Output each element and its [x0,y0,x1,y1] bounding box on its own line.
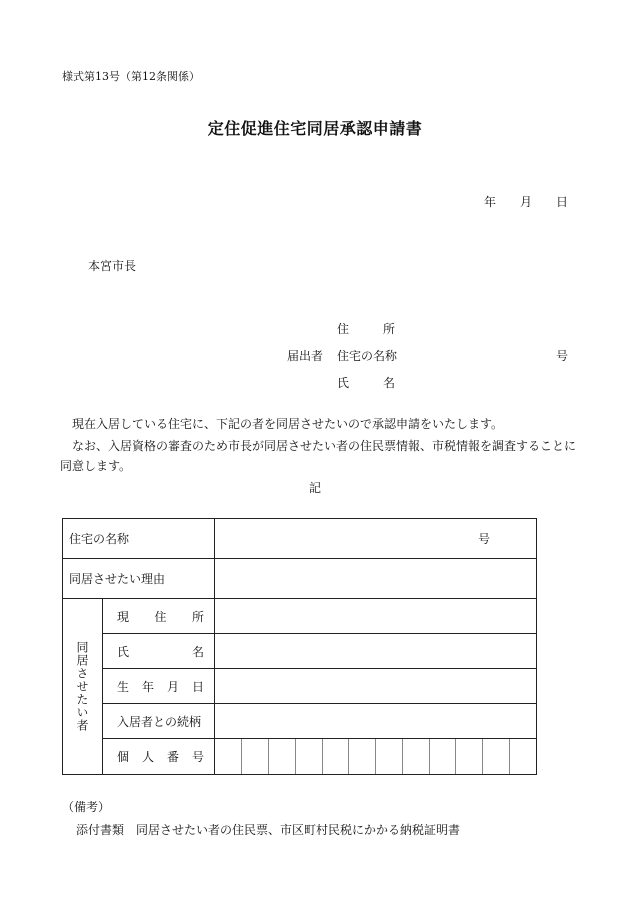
relation-field[interactable] [215,704,537,739]
id-digit-box[interactable] [295,739,322,774]
current-address-label-1: 現 [117,609,130,624]
remarks-heading: （備考） [62,800,111,814]
name-label-2: 名 [192,644,205,659]
id-digit-box[interactable] [509,739,536,774]
document-title: 定住促進住宅同居承認申請書 [207,119,423,138]
applicant-role-label: 届出者 [287,349,324,363]
date-year-label: 年 [484,195,497,209]
id-number-label-4: 号 [192,750,205,764]
house-name-field[interactable] [215,519,537,559]
current-address-label-3: 所 [192,609,205,624]
id-digit-box[interactable] [215,739,242,774]
current-address-label-2: 住 [154,609,167,624]
current-address-label [103,599,215,634]
id-number-label [103,739,215,775]
cohabitant-group-label: 同居させたい者 [75,641,89,732]
id-digit-box[interactable] [429,739,456,774]
body-paragraph-2: なお、入居資格の審査のため市長が同居させたい者の住民票情報、市税情報を調査することに同意します。 [60,439,577,473]
name-field[interactable] [215,634,537,669]
house-number-suffix: 号 [478,532,491,546]
applicant-address-label-1: 住 [337,322,350,336]
id-digit-box[interactable] [456,739,483,774]
id-digit-box[interactable] [402,739,429,774]
cohabitant-group-cell [63,599,103,775]
birth-date-label-2: 年 [142,679,155,694]
attachments-text: 同居させたい者の住民票、市区町村民税にかかる納税証明書 [136,823,461,837]
birth-date-field[interactable] [215,669,537,704]
date-day-label: 日 [556,195,569,209]
addressee: 本宮市長 [88,259,137,273]
id-number-label-3: 番 [167,750,180,764]
id-number-label-1: 個 [117,750,130,764]
name-label [103,634,215,669]
application-table [62,518,537,775]
form-number: 様式第13号（第12条関係） [62,70,200,83]
ki-heading: 記 [308,481,321,495]
remarks-line [76,821,460,838]
id-digit-box[interactable] [322,739,349,774]
reason-field[interactable] [215,559,537,599]
id-number-digit-boxes [215,739,536,774]
name-label-1: 氏 [117,644,130,659]
date-month-label: 月 [520,195,533,209]
birth-date-label-3: 月 [167,679,180,694]
birth-date-label-1: 生 [117,679,130,694]
applicant-name-label-1: 氏 [337,376,350,390]
current-address-field[interactable] [215,599,537,634]
reason-label: 同居させたい理由 [63,559,215,599]
id-digit-box[interactable] [483,739,510,774]
id-digit-box[interactable] [349,739,376,774]
applicant-name-label-2: 名 [383,376,396,390]
id-number-field [215,739,537,775]
id-digit-box[interactable] [242,739,269,774]
birth-date-label-4: 日 [192,679,205,694]
applicant-address-label-2: 所 [383,322,396,336]
applicant-house-name-label: 住宅の名称 [337,349,398,363]
id-digit-box[interactable] [269,739,296,774]
house-name-label: 住宅の名称 [63,519,215,559]
applicant-number-suffix: 号 [556,349,569,363]
id-number-label-2: 人 [142,750,155,764]
birth-date-label [103,669,215,704]
body-paragraph-1: 現在入居している住宅に、下記の者を同居させたいので承認申請をいたします。 [72,417,504,431]
relation-label: 入居者との続柄 [103,704,215,739]
id-digit-box[interactable] [376,739,403,774]
attachments-label: 添付書類 [76,823,125,837]
